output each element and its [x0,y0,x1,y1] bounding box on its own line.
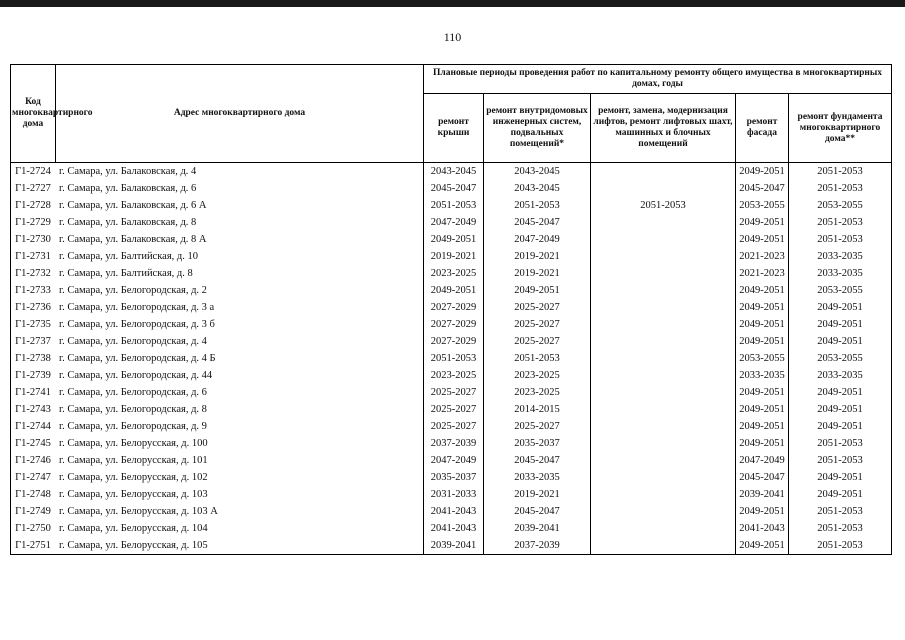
cell-code: Г1-2735 [11,316,56,333]
table-row [11,486,892,503]
table-row [11,333,892,350]
cell-elevators [591,503,736,520]
cell-elevators [591,418,736,435]
table-row [11,452,892,469]
cell-engineering: 2045-2047 [484,214,591,231]
cell-address: г. Самара, ул. Балаковская, д. 8 [59,216,197,228]
cell-elevators [591,486,736,503]
cell-foundation: 2051-2053 [789,503,892,520]
cell-elevators [591,265,736,282]
cell-engineering: 2049-2051 [484,282,591,299]
cell-engineering: 2051-2053 [484,350,591,367]
cell-roof: 2027-2029 [424,333,484,350]
cell-roof: 2025-2027 [424,384,484,401]
cell-roof: 2047-2049 [424,452,484,469]
cell-code: Г1-2744 [11,418,56,435]
cell-code: Г1-2741 [11,384,56,401]
cell-code: Г1-2749 [11,503,56,520]
cell-facade: 2049-2051 [736,503,789,520]
cell-elevators [591,435,736,452]
cell-code: Г1-2727 [11,180,56,197]
cell-elevators [591,520,736,537]
cell-address: г. Самара, ул. Белорусская, д. 102 [59,471,208,483]
cell-facade: 2049-2051 [736,333,789,350]
cell-elevators [591,163,736,181]
cell-roof: 2049-2051 [424,231,484,248]
cell-elevators [591,452,736,469]
cell-facade: 2049-2051 [736,299,789,316]
table-row [11,197,892,214]
cell-code: Г1-2747 [11,469,56,486]
header-engineering: ремонт внутридомовых инженерных систем, подвальных помещений* [484,94,591,163]
cell-engineering: 2023-2025 [484,384,591,401]
cell-foundation: 2051-2053 [789,452,892,469]
cell-foundation: 2049-2051 [789,299,892,316]
cell-facade: 2049-2051 [736,537,789,555]
cell-foundation: 2051-2053 [789,520,892,537]
cell-roof: 2027-2029 [424,299,484,316]
cell-engineering: 2025-2027 [484,333,591,350]
cell-elevators [591,367,736,384]
cell-elevators [591,214,736,231]
cell-foundation: 2049-2051 [789,486,892,503]
cell-elevators [591,384,736,401]
header-foundation: ремонт фундамента многоквартирного дома** [789,94,892,163]
cell-elevators [591,282,736,299]
cell-address: г. Самара, ул. Белорусская, д. 101 [59,454,208,466]
cell-foundation: 2053-2055 [789,350,892,367]
page-number: 110 [443,30,462,44]
cell-foundation: 2049-2051 [789,384,892,401]
cell-roof: 2045-2047 [424,180,484,197]
cell-address: г. Самара, ул. Балаковская, д. 6 [59,182,197,194]
cell-roof: 2043-2045 [424,163,484,181]
cell-address: г. Самара, ул. Белорусская, д. 103 А [59,505,218,517]
cell-elevators [591,333,736,350]
header-roof: ремонт крыши [424,94,484,163]
cell-code: Г1-2729 [11,214,56,231]
cell-roof: 2051-2053 [424,197,484,214]
cell-facade: 2045-2047 [736,180,789,197]
cell-code: Г1-2748 [11,486,56,503]
cell-address: г. Самара, ул. Белорусская, д. 103 [59,488,208,500]
cell-code: Г1-2739 [11,367,56,384]
cell-facade: 2053-2055 [736,350,789,367]
cell-address: г. Самара, ул. Белогородская, д. 44 [59,369,213,381]
cell-engineering: 2039-2041 [484,520,591,537]
cell-engineering: 2019-2021 [484,265,591,282]
table-row [11,520,892,537]
table-row [11,163,892,181]
cell-facade: 2049-2051 [736,401,789,418]
capital-repair-table [10,64,892,555]
table-row [11,401,892,418]
top-rule [0,0,905,7]
cell-facade: 2047-2049 [736,452,789,469]
cell-code: Г1-2733 [11,282,56,299]
cell-roof: 2037-2039 [424,435,484,452]
cell-engineering: 2025-2027 [484,316,591,333]
cell-address: г. Самара, ул. Балтийская, д. 8 [59,267,193,279]
cell-address: г. Самара, ул. Белогородская, д. 8 [59,403,207,415]
cell-elevators [591,180,736,197]
cell-address: г. Самара, ул. Белогородская, д. 6 [59,386,207,398]
table-row [11,265,892,282]
header-elevators: ремонт, замена, модернизация лифтов, ремонт лифтовых шахт, машинных и блочных помещений [591,94,736,163]
cell-engineering: 2047-2049 [484,231,591,248]
cell-address: г. Самара, ул. Балаковская, д. 6 А [59,199,207,211]
cell-code: Г1-2745 [11,435,56,452]
cell-address: г. Самара, ул. Белорусская, д. 105 [56,537,424,555]
cell-elevators [591,469,736,486]
cell-engineering: 2033-2035 [484,469,591,486]
cell-code: Г1-2724 [11,163,56,181]
cell-roof: 2019-2021 [424,248,484,265]
table-row [11,350,892,367]
cell-roof: 2051-2053 [424,350,484,367]
cell-foundation: 2051-2053 [789,163,892,181]
cell-code: Г1-2738 [11,350,56,367]
cell-facade: 2039-2041 [736,486,789,503]
table-row [11,282,892,299]
cell-engineering: 2019-2021 [484,248,591,265]
cell-facade: 2049-2051 [736,435,789,452]
cell-code: Г1-2732 [11,265,56,282]
cell-foundation: 2049-2051 [789,418,892,435]
header-row-group [11,65,892,94]
cell-code: Г1-2730 [11,231,56,248]
table-row [11,469,892,486]
table-row [11,503,892,520]
header-code: Код многоквартирного дома [11,65,56,163]
cell-elevators [591,350,736,367]
cell-engineering: 2051-2053 [484,197,591,214]
cell-facade: 2045-2047 [736,469,789,486]
cell-address: г. Самара, ул. Белорусская, д. 100 [59,437,208,449]
header-group: Плановые периоды проведения работ по капитальному ремонту общего имущества в многоквартирных домах, годы [424,65,892,94]
cell-engineering: 2019-2021 [484,486,591,503]
cell-foundation: 2051-2053 [789,180,892,197]
cell-elevators [591,316,736,333]
table-row [11,537,892,555]
cell-facade: 2033-2035 [736,367,789,384]
cell-code: Г1-2751 [11,537,56,555]
cell-facade: 2049-2051 [736,163,789,181]
cell-engineering: 2043-2045 [484,163,591,181]
cell-roof: 2027-2029 [424,316,484,333]
cell-code: Г1-2736 [11,299,56,316]
cell-code: Г1-2743 [11,401,56,418]
table-row [11,418,892,435]
cell-foundation: 2051-2053 [789,231,892,248]
cell-code: Г1-2728 [11,197,56,214]
table-body [11,163,892,555]
table-row [11,248,892,265]
cell-engineering: 2023-2025 [484,367,591,384]
cell-address: г. Самара, ул. Балтийская, д. 10 [59,250,198,262]
cell-facade: 2049-2051 [736,214,789,231]
cell-address: г. Самара, ул. Белогородская, д. 3 а [59,301,215,313]
cell-elevators [591,401,736,418]
table-row [11,231,892,248]
cell-facade: 2049-2051 [736,418,789,435]
cell-elevators [591,231,736,248]
cell-foundation: 2051-2053 [789,214,892,231]
cell-foundation: 2051-2053 [789,537,892,555]
cell-roof: 2049-2051 [424,282,484,299]
cell-foundation: 2033-2035 [789,265,892,282]
cell-engineering: 2025-2027 [484,299,591,316]
cell-code: Г1-2750 [11,520,56,537]
cell-foundation: 2049-2051 [789,401,892,418]
cell-foundation: 2049-2051 [789,333,892,350]
cell-address: г. Самара, ул. Белогородская, д. 9 [59,420,207,432]
cell-address: г. Самара, ул. Балаковская, д. 8 А [59,233,207,245]
table-row [11,367,892,384]
cell-foundation: 2033-2035 [789,248,892,265]
cell-roof: 2041-2043 [424,503,484,520]
cell-address: г. Самара, ул. Белогородская, д. 4 Б [59,352,216,364]
cell-engineering: 2045-2047 [484,503,591,520]
cell-address: г. Самара, ул. Белорусская, д. 104 [59,522,208,534]
cell-address: г. Самара, ул. Белогородская, д. 4 [59,335,207,347]
cell-foundation: 2053-2055 [789,197,892,214]
cell-address: г. Самара, ул. Белогородская, д. 2 [59,284,207,296]
table-row [11,180,892,197]
cell-foundation: 2051-2053 [789,435,892,452]
cell-engineering: 2035-2037 [484,435,591,452]
table-row [11,214,892,231]
cell-foundation: 2049-2051 [789,469,892,486]
cell-engineering: 2037-2039 [484,537,591,555]
cell-facade: 2049-2051 [736,231,789,248]
cell-roof: 2039-2041 [424,537,484,555]
cell-code: Г1-2746 [11,452,56,469]
cell-facade: 2021-2023 [736,265,789,282]
cell-elevators: 2051-2053 [591,197,736,214]
cell-address: г. Самара, ул. Белогородская, д. 3 б [59,318,215,330]
header-facade: ремонт фасада [736,94,789,163]
cell-facade: 2049-2051 [736,384,789,401]
cell-elevators [591,248,736,265]
cell-facade: 2049-2051 [736,282,789,299]
table-row [11,435,892,452]
cell-foundation: 2033-2035 [789,367,892,384]
cell-engineering: 2045-2047 [484,452,591,469]
cell-roof: 2035-2037 [424,469,484,486]
cell-roof: 2025-2027 [424,401,484,418]
cell-foundation: 2053-2055 [789,282,892,299]
cell-engineering: 2014-2015 [484,401,591,418]
cell-code: Г1-2737 [11,333,56,350]
cell-roof: 2025-2027 [424,418,484,435]
table-row [11,384,892,401]
cell-engineering: 2025-2027 [484,418,591,435]
cell-roof: 2023-2025 [424,265,484,282]
cell-elevators [591,537,736,555]
table-row [11,316,892,333]
cell-facade: 2021-2023 [736,248,789,265]
cell-roof: 2031-2033 [424,486,484,503]
cell-facade: 2041-2043 [736,520,789,537]
cell-code: Г1-2731 [11,248,56,265]
cell-roof: 2023-2025 [424,367,484,384]
cell-facade: 2049-2051 [736,316,789,333]
cell-facade: 2053-2055 [736,197,789,214]
cell-foundation: 2049-2051 [789,316,892,333]
cell-roof: 2047-2049 [424,214,484,231]
cell-engineering: 2043-2045 [484,180,591,197]
header-address: Адрес многоквартирного дома [56,65,424,163]
cell-roof: 2041-2043 [424,520,484,537]
cell-elevators [591,299,736,316]
cell-address: г. Самара, ул. Балаковская, д. 4 [59,165,197,177]
table-row [11,299,892,316]
